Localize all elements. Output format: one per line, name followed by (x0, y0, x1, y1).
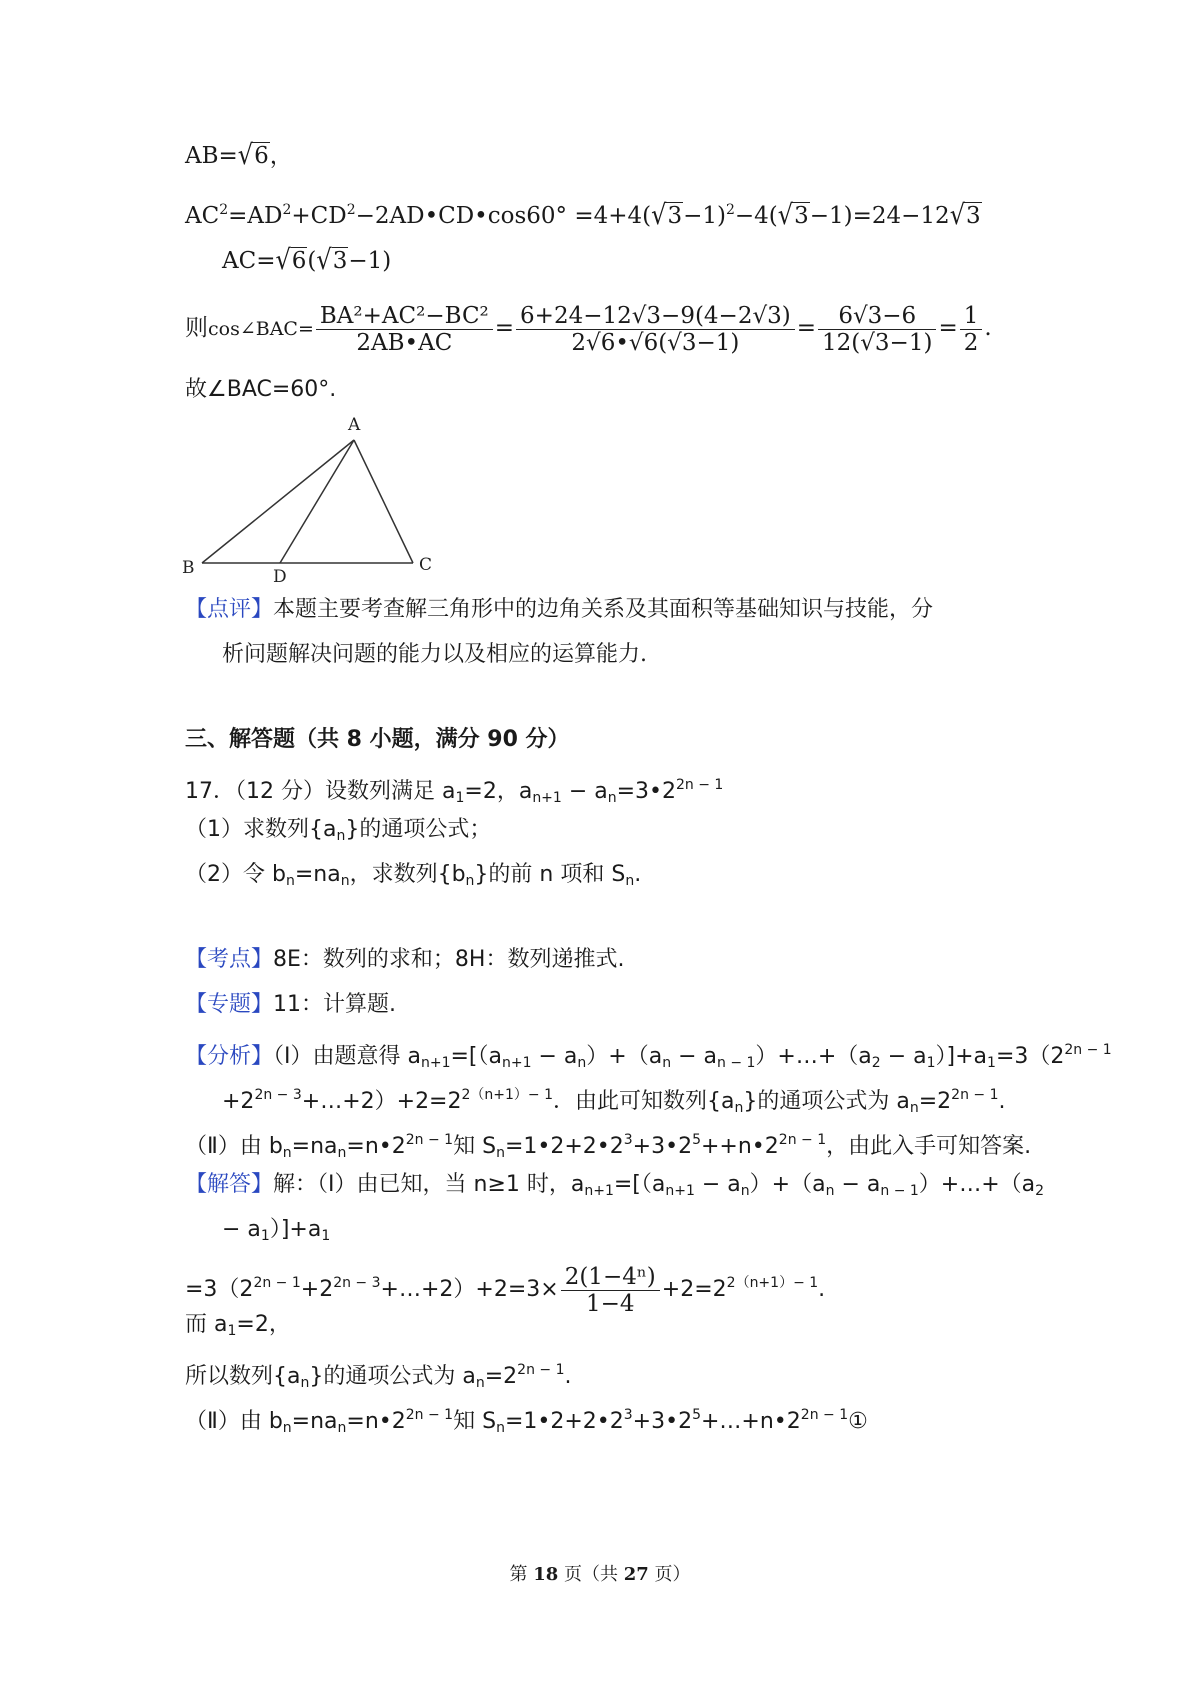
edge-ba (202, 440, 354, 563)
sub: 2 (871, 1055, 881, 1071)
text: （Ⅰ）由题意得 a (273, 1044, 421, 1069)
jieda-line-3 (185, 1255, 825, 1318)
text: − a (694, 1172, 741, 1197)
sup: 2n − 1 (676, 777, 724, 793)
text: AC= (222, 248, 276, 274)
sub: n (300, 1375, 310, 1391)
q17-stem (185, 770, 723, 813)
text: ）]+a (935, 1044, 988, 1069)
text: ， (269, 143, 293, 169)
text: =1•2+2•2 (504, 1409, 624, 1434)
sub: n (340, 873, 350, 889)
text: =3（2 (995, 1044, 1065, 1069)
sqrt: √3 (651, 198, 683, 232)
label-d: D (273, 567, 287, 587)
sqrt-arg: 6 (291, 248, 307, 274)
text: − a (222, 1217, 261, 1242)
sub: n (465, 873, 475, 889)
text: =na (291, 1409, 338, 1434)
sup: 2n − 1 (951, 1087, 999, 1103)
sub: n − 1 (880, 1183, 919, 1199)
sub: n+1 (420, 1055, 451, 1071)
sup: 2n − 1 (800, 1407, 849, 1423)
text: （Ⅱ）由 b (185, 1134, 283, 1159)
text: 本题主要考查解三角形中的边角关系及其面积等基础知识与技能，分 (273, 597, 934, 622)
text: =1•2+2•2 (504, 1134, 624, 1159)
text: （Ⅱ）由 b (185, 1409, 283, 1434)
text: =n•2 (346, 1134, 406, 1159)
text: ① (848, 1409, 868, 1434)
sup: 2（n+1）− 1 (726, 1275, 819, 1291)
text: +3•2 (632, 1134, 693, 1159)
jieda-tag: 【解答】 (185, 1172, 274, 1197)
sqrt: √3 (949, 198, 981, 232)
sub: 2 (1035, 1183, 1045, 1199)
text: − a (531, 1044, 578, 1069)
text: − a (834, 1172, 881, 1197)
sup: 2n − 3 (254, 1087, 302, 1103)
text: − a (561, 779, 608, 804)
sub: 1 (926, 1055, 936, 1071)
text: ( (307, 248, 317, 274)
text: ，由此入手可知答案. (826, 1134, 1032, 1159)
denominator: 2AB•AC (356, 329, 453, 356)
text: ）+（a (749, 1172, 826, 1197)
sup: 2 (282, 202, 292, 218)
sub: n (825, 1183, 835, 1199)
text: . (818, 1277, 826, 1302)
text: 8E：数列的求和；8H：数列递推式. (273, 947, 625, 972)
sqrt: √3 (777, 198, 809, 232)
sub: 1 (987, 1055, 996, 1071)
text: +…+2）+2=2 (301, 1089, 462, 1114)
sub: n (909, 1100, 919, 1116)
q17-part1 (185, 815, 491, 851)
sqrt-arg: 3 (667, 203, 683, 229)
text: 解：（Ⅰ）由已知，当 n≥1 时，a (273, 1172, 585, 1197)
text: （2）令 b (185, 862, 286, 887)
sub: n (496, 1420, 505, 1436)
sub: n+1 (584, 1183, 614, 1199)
page-footer (0, 1560, 1200, 1586)
sub: 1 (321, 1228, 331, 1244)
text: }的通项公式为 a (309, 1364, 476, 1389)
sub: n (282, 1420, 292, 1436)
text: +3•2 (632, 1409, 693, 1434)
sup: 5 (692, 1132, 701, 1148)
sub: n (734, 1100, 744, 1116)
sub: 1 (227, 1323, 237, 1339)
text: =[（a (450, 1044, 502, 1069)
sub: n (607, 790, 617, 806)
text: =3•2 (616, 779, 677, 804)
text: =n•2 (346, 1409, 406, 1434)
text: = (938, 315, 958, 341)
text: . (634, 862, 642, 887)
q17-part2 (185, 860, 641, 896)
sup: 2 (346, 202, 356, 218)
ac2-line (185, 195, 982, 231)
zhuanti-tag: 【专题】 (185, 992, 274, 1017)
label-c: C (419, 555, 433, 575)
comment-line-1 (185, 595, 933, 625)
fenxi-tag: 【分析】 (185, 1044, 274, 1069)
text: 知 S (453, 1409, 497, 1434)
text: 所以数列{a (185, 1364, 301, 1389)
fenxi-line-3 (185, 1125, 1031, 1168)
text: ）]+a (269, 1217, 322, 1242)
triangle-figure (180, 410, 460, 590)
text: =na (294, 862, 341, 887)
text: 第 (509, 1564, 534, 1585)
sub: n (496, 1145, 505, 1161)
numerator: 6+24−12√3−9(4−2√3) (516, 303, 795, 330)
sup: 2（n+1）− 1 (461, 1087, 554, 1103)
text: ）+（a (586, 1044, 663, 1069)
text: 则 (185, 315, 208, 341)
fraction (561, 1264, 660, 1317)
sub: n (740, 1183, 750, 1199)
numerator: BA²+AC²−BC² (316, 303, 493, 330)
sub: n (475, 1375, 485, 1391)
text: +2 (222, 1089, 255, 1114)
ac-line (222, 245, 391, 276)
text: . (564, 1364, 572, 1389)
ab-line (185, 140, 293, 171)
text: +2=2 (661, 1277, 727, 1302)
text: cos∠BAC= (208, 318, 314, 340)
comment-tag: 【点评】 (185, 597, 274, 622)
text: = (796, 315, 817, 341)
sup: 2 (725, 202, 735, 218)
text: −1) (683, 203, 726, 229)
sup: 2n − 1 (253, 1275, 301, 1291)
text: AC (185, 203, 220, 229)
text: 11：计算题. (273, 992, 397, 1017)
sub: 1 (260, 1228, 270, 1244)
sup: 3 (623, 1407, 633, 1423)
sqrt-arg: 6 (254, 143, 269, 169)
sup: 5 (692, 1407, 701, 1423)
fraction (960, 303, 983, 356)
sub: 1 (455, 790, 465, 806)
text: （1）求数列{a (185, 817, 337, 842)
jieda-line-5 (185, 1355, 571, 1398)
text: =2 (918, 1089, 952, 1114)
text: }的前 n 项和 S (474, 862, 626, 887)
total-pages: 27 (623, 1564, 649, 1585)
fraction (818, 303, 936, 356)
text: . (998, 1089, 1006, 1114)
sub: n (337, 1145, 347, 1161)
sqrt: √6 (275, 243, 307, 277)
text: 17．（12 分）设数列满足 a (185, 779, 456, 804)
text: ）+…+（a (755, 1044, 872, 1069)
sub: n − 1 (717, 1055, 756, 1071)
text: −1)=24−12 (809, 203, 950, 229)
text: ++n•2 (701, 1134, 779, 1159)
text: +CD (291, 203, 347, 229)
text: . (984, 315, 992, 341)
jieda-line-6 (185, 1400, 868, 1443)
text: =2，a (464, 779, 533, 804)
sqrt: √6 (237, 138, 269, 172)
kaodian-tag: 【考点】 (185, 947, 274, 972)
text: +2 (300, 1277, 334, 1302)
fenxi-line-2 (222, 1080, 1006, 1123)
text: − a (671, 1044, 717, 1069)
text: −4( (734, 203, 778, 229)
sqrt: √3 (316, 243, 348, 277)
comment-line-2: 析问题解决问题的能力以及相应的运算能力. (222, 642, 647, 667)
sup: 2n − 1 (405, 1407, 454, 1423)
text: ，求数列{b (349, 862, 466, 887)
sub: n+1 (532, 790, 562, 806)
edge-ac (354, 440, 413, 563)
text: −2AD•CD•cos60° =4+4( (355, 203, 652, 229)
zhuanti-line (185, 990, 396, 1020)
sup: 2n − 3 (333, 1275, 381, 1291)
text: }的通项公式为 a (743, 1089, 910, 1114)
sub: n (662, 1055, 672, 1071)
numerator: 1 (960, 303, 983, 330)
sub: n (577, 1055, 587, 1071)
sqrt-arg: 3 (332, 248, 348, 274)
sub: n (336, 828, 346, 844)
text: =2 (484, 1364, 518, 1389)
text: = (494, 315, 515, 341)
text: 而 a (185, 1312, 228, 1337)
fraction (516, 303, 795, 356)
sup: 2 (219, 202, 229, 218)
text: =na (291, 1134, 338, 1159)
text: ）+…+（a (918, 1172, 1036, 1197)
text: +…+n•2 (701, 1409, 801, 1434)
text: 知 S (453, 1134, 497, 1159)
text: ．由此可知数列{a (553, 1089, 735, 1114)
sqrt-arg: 3 (794, 203, 809, 229)
text: −1) (348, 248, 392, 274)
denominator: 2√6•√6(√3−1) (571, 329, 740, 356)
label-a: A (348, 415, 361, 435)
numerator: 6√3−6 (818, 303, 936, 330)
sup: 2n − 1 (1064, 1042, 1112, 1058)
sub: n (285, 873, 295, 889)
fraction (316, 303, 493, 356)
jieda-line-4 (185, 1310, 291, 1346)
text: =[（a (613, 1172, 666, 1197)
label-b: B (182, 558, 195, 578)
text: }的通项公式； (345, 817, 492, 842)
sup: 2n − 1 (405, 1132, 454, 1148)
edge-ad (280, 440, 354, 563)
jieda-line-1 (185, 1170, 1044, 1206)
text: − a (880, 1044, 927, 1069)
sub: n+1 (665, 1183, 695, 1199)
sup: 2n − 1 (778, 1132, 827, 1148)
text: AB= (185, 143, 238, 169)
sub: n (282, 1145, 292, 1161)
sqrt-arg: 3 (966, 203, 981, 229)
text: =AD (228, 203, 283, 229)
denominator: 12(√3−1) (822, 329, 933, 356)
sup: 2n − 1 (517, 1362, 565, 1378)
kaodian-line (185, 945, 624, 975)
text: 页） (648, 1564, 691, 1585)
page-number: 18 (533, 1564, 559, 1585)
fenxi-line-1 (185, 1035, 1112, 1078)
denominator: 2 (963, 329, 979, 356)
sub: n (625, 873, 635, 889)
cos-line (185, 300, 992, 357)
conclusion: 故∠BAC=60°. (185, 377, 337, 402)
text: 页（共 (558, 1564, 624, 1585)
denominator: 1−4 (585, 1290, 635, 1317)
sub: n (337, 1420, 347, 1436)
sup: 3 (623, 1132, 633, 1148)
text: =2， (236, 1312, 291, 1337)
section-title: 三、解答题（共 8 小题，满分 90 分） (185, 727, 570, 752)
text: =3（2 (185, 1277, 254, 1302)
numerator: 2(1−4ⁿ) (561, 1264, 660, 1291)
jieda-line-2 (222, 1215, 330, 1251)
sub: n+1 (502, 1055, 532, 1071)
text: +…+2）+2=3× (380, 1277, 559, 1302)
